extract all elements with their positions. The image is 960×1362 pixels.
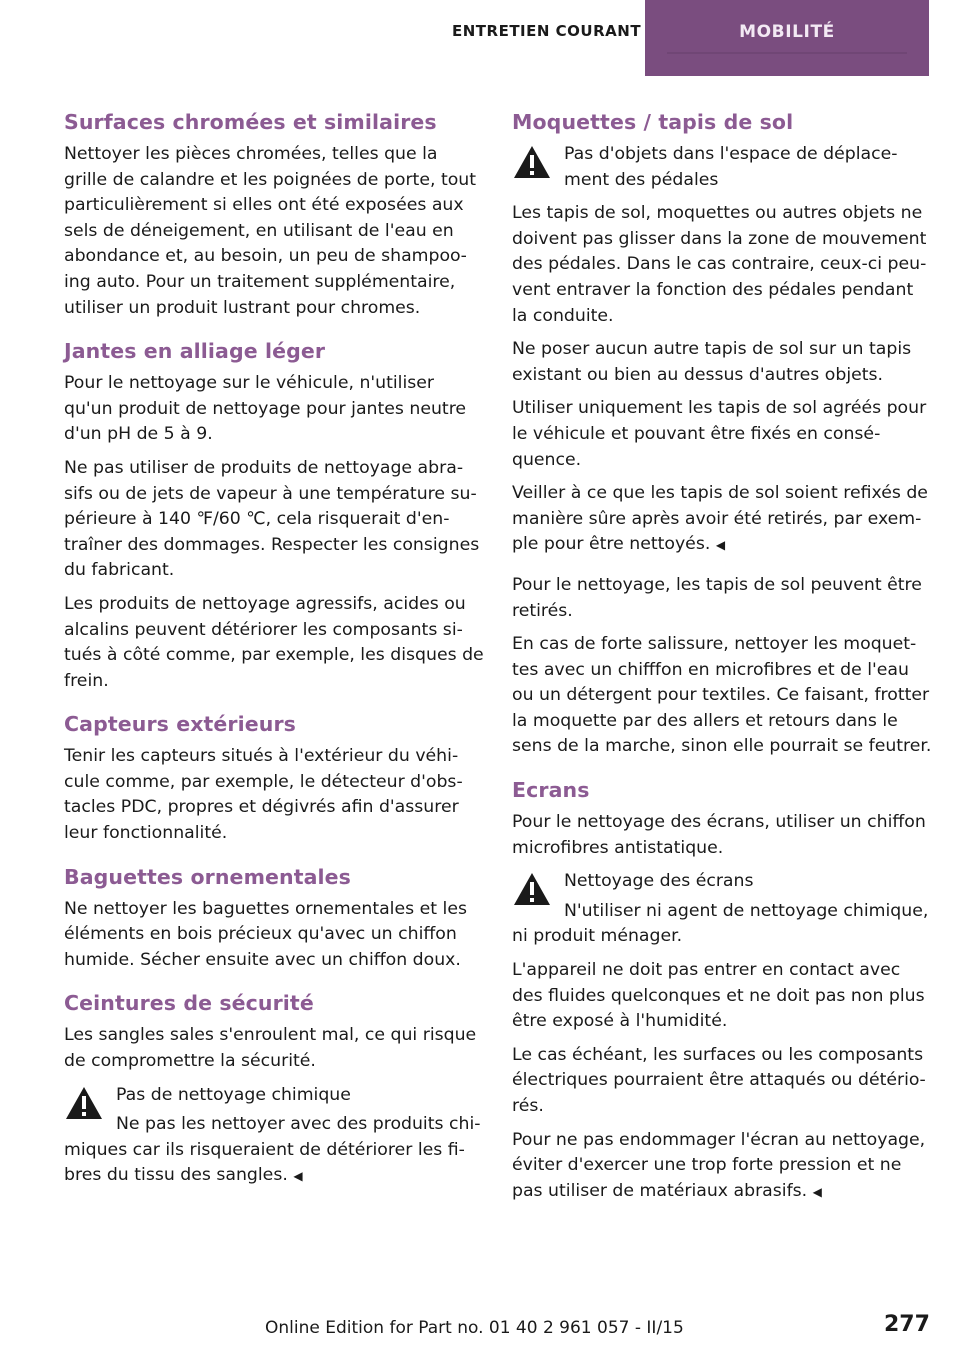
paragraph: Ne pas utiliser de produits de nettoyage abrasifs ou de jets de vapeur à une température supérieure à 140 ℉/60 ℃, cela risquerait d'entraîner des dommages. Respecter les consignes du fabricant. xyxy=(64,457,480,581)
paragraph: Pour le nettoyage des écrans, utiliser un chiffon microfibres antistatique. xyxy=(512,812,926,858)
paragraph: L'appareil ne doit pas entrer en contact avec des fluides quelconques et ne doit pas non plus être exposé à l'humidité. xyxy=(512,960,925,1032)
end-marker: ◀ xyxy=(293,1169,303,1184)
page-number: 277 xyxy=(884,1312,930,1337)
warning-block xyxy=(512,869,932,950)
paragraph: Ne nettoyer les baguettes ornementales et les éléments en bois précieux qu'avec un chiffon humide. Sécher ensuite avec un chiffon doux. xyxy=(64,898,467,970)
section-moquettes xyxy=(512,108,932,760)
paragraph: Les produits de nettoyage agressifs, acides ou alcalins peuvent détériorer les composants situés à côté comme, par exemple, les disques de frein. xyxy=(64,593,484,691)
warning-text-body: Ne pas les nettoyer avec des produits chimiques car ils risqueraient de détériorer les fibres du tissu des sangles. xyxy=(64,1114,481,1186)
right-column xyxy=(512,108,932,1221)
warning-block xyxy=(512,142,932,193)
warning-block xyxy=(64,1083,484,1190)
page-header xyxy=(0,0,960,78)
paragraph: Le cas échéant, les surfaces ou les composants électriques pourraient être attaqués ou détériorés. xyxy=(512,1044,926,1116)
paragraph: Pour le nettoyage, les tapis de sol peuvent être retirés. xyxy=(512,574,922,621)
paragraph: Les tapis de sol, moquettes ou autres objets ne doivent pas glisser dans la zone de mouvement des pédales. Dans le cas contraire, ceux-ci peuvent entraver la fonction des pédales pendant la conduite. xyxy=(512,203,927,326)
heading-jantes: Jantes en alliage léger xyxy=(64,339,326,364)
section-chrome xyxy=(64,108,484,321)
warning-title: Pas de nettoyage chimique xyxy=(116,1084,351,1105)
section-ecrans xyxy=(512,776,932,1205)
left-column xyxy=(64,108,484,1206)
paragraph: Ne poser aucun autre tapis de sol sur un tapis existant ou bien au dessus d'autres objets. xyxy=(512,339,912,385)
warning-title: Nettoyage des écrans xyxy=(564,871,754,892)
heading-capteurs: Capteurs extérieurs xyxy=(64,712,296,737)
paragraph-body: Pour ne pas endommager l'écran au nettoyage, éviter d'exercer une trop forte pression et ne pas utiliser de matériaux abrasifs. xyxy=(512,1129,926,1201)
section-ceintures xyxy=(64,989,484,1190)
heading-chrome: Surfaces chromées et similaires xyxy=(64,110,437,134)
section-baguettes xyxy=(64,863,484,974)
paragraph: En cas de forte salissure, nettoyer les moquettes avec un chifffon en microfibres et de l'eau ou un détergent pour textiles. Ce faisant, frotter la moquette par des allers et retours dans le sens de la marche, sinon elle pourrait se feutrer. xyxy=(512,634,932,757)
paragraph: Utiliser uniquement les tapis de sol agréés pour le véhicule et pouvant être fixés en conséquence. xyxy=(512,398,927,470)
warning-title: Pas d'objets dans l'espace de déplacement des pédales xyxy=(564,144,898,190)
heading-moquettes: Moquettes / tapis de sol xyxy=(512,110,794,134)
section-label: ENTRETIEN COURANT xyxy=(452,22,642,40)
footer-edition: Online Edition for Part no. 01 40 2 961 057 - II/15 xyxy=(265,1318,684,1338)
paragraph xyxy=(512,481,932,559)
chapter-tab-label: MOBILITÉ xyxy=(739,22,835,42)
heading-baguettes: Baguettes ornementales xyxy=(64,864,351,889)
paragraph: Pour le nettoyage sur le véhicule, n'utiliser qu'un produit de nettoyage pour jantes neutre d'un pH de 5 à 9. xyxy=(64,373,467,445)
chapter-tab-inner xyxy=(667,0,907,52)
chapter-tab[interactable] xyxy=(645,0,929,76)
warning-triangle-icon xyxy=(64,1085,104,1121)
paragraph-body: Veiller à ce que les tapis de sol soient refixés de manière sûre après avoir été retirés, par exemple pour être nettoyés. xyxy=(512,483,928,555)
warning-triangle-icon xyxy=(512,871,552,907)
warning-triangle-icon xyxy=(512,144,552,180)
end-marker: ◀ xyxy=(812,1184,822,1199)
warning-text: N'utiliser ni agent de nettoyage chimique, ni produit ménager. xyxy=(512,900,929,947)
end-marker: ◀ xyxy=(715,538,726,553)
section-capteurs xyxy=(64,710,484,846)
paragraph: Tenir les capteurs situés à l'extérieur du véhicule comme, par exemple, le détecteur d'obstacles PDC, propres et dégivrés afin d'assurer leur fonctionnalité. xyxy=(64,746,463,844)
warning-text xyxy=(64,1112,484,1190)
section-jantes xyxy=(64,337,484,694)
heading-ecrans: Ecrans xyxy=(512,778,590,803)
paragraph: Nettoyer les pièces chromées, telles que la grille de calandre et les poignées de porte, tout particulièrement si elles ont été exposées aux sels de déneigement, en utilisant de l'eau en abondance et, au besoin, un peu de shampooing auto. Pour un traitement supplémentaire, utiliser un produit lustrant pour chromes. xyxy=(64,144,477,318)
heading-ceintures: Ceintures de sécurité xyxy=(64,991,314,1016)
paragraph: Les sangles sales s'enroulent mal, ce qui risque de compromettre la sécurité. xyxy=(64,1025,477,1072)
paragraph xyxy=(512,1128,932,1206)
